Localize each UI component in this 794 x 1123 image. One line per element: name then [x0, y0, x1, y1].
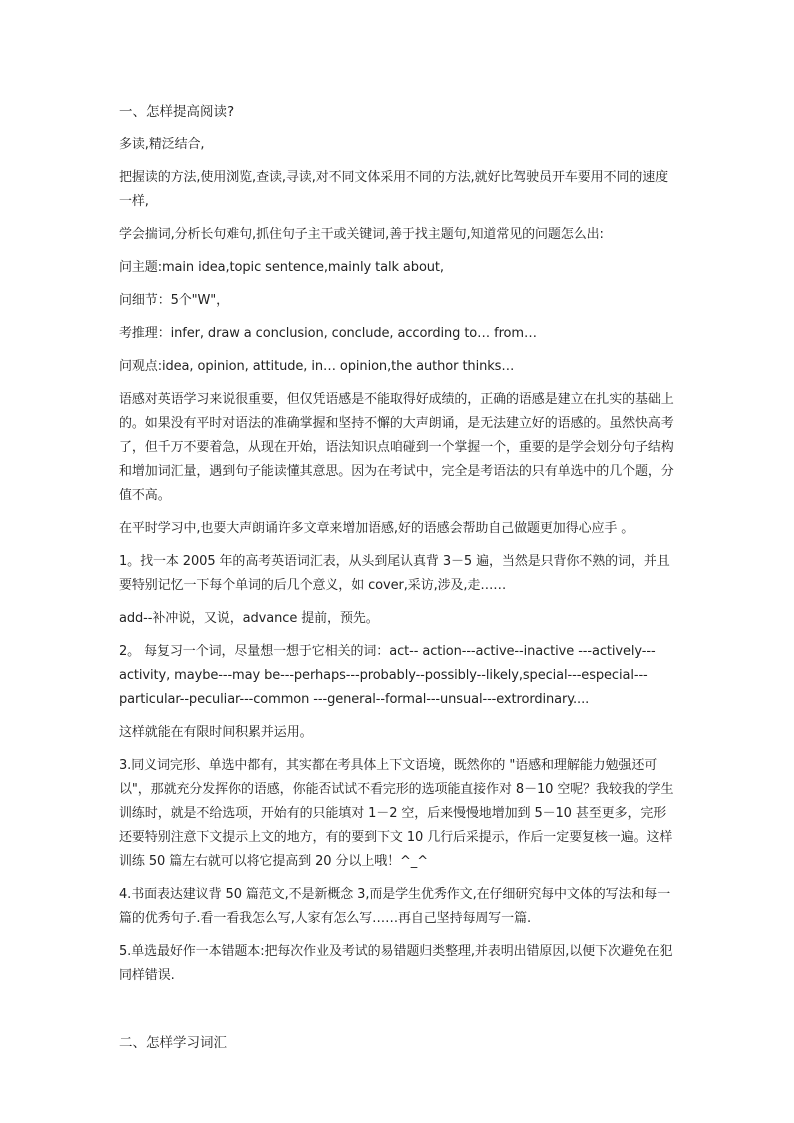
- paragraph: 问观点:idea, opinion, attitude, in… opinion,the author thinks…: [119, 359, 515, 374]
- paragraph: 1。找一本 2005 年的高考英语词汇表，从头到尾认真背 3－5 遍，当然是只背你不熟的词，并且要特别记忆一下每个单词的后几个意义，如 cover,采访,涉及,走……: [119, 554, 670, 593]
- paragraph: 学会揣词,分析长句难句,抓住句子主干或关键词,善于找主题句,知道常见的问题怎么出:: [119, 227, 604, 242]
- paragraph: 多读,精泛结合,: [119, 137, 205, 152]
- paragraph: 2。 每复习一个词，尽量想一想于它相关的词：act-- action---active--inactive ---actively---activity, maybe---may be---perhaps---probably--possibly--likely,special---especial---particular--peculiar---common ---general--formal---unsual---extrordinary....: [119, 644, 656, 707]
- paragraph: 5.单选最好作一本错题本:把每次作业及考试的易错题归类整理,并表明出错原因,以便下次避免在犯同样错误.: [119, 944, 673, 983]
- paragraph: 在平时学习中,也要大声朗诵许多文章来增加语感,好的语感会帮助自己做题更加得心应手 。: [119, 521, 635, 536]
- paragraph: 问细节：5个"W"，: [119, 293, 230, 308]
- paragraph: 这样就能在有限时间积累并运用。: [119, 725, 313, 740]
- paragraph: 问主题:main idea,topic sentence,mainly talk about,: [119, 260, 444, 275]
- paragraph: 语感对英语学习来说很重要，但仅凭语感是不能取得好成绩的，正确的语感是建立在扎实的基础上的。如果没有平时对语法的准确掌握和坚持不懈的大声朗诵，是无法建立好的语感的。虽然快高考了，但千万不要着急，从现在开始，语法知识点咱碰到一个掌握一个，重要的是学会划分句子结构和增加词汇量，遇到句子能读懂其意思。因为在考试中，完全是考语法的只有单选中的几个题，分值不高。: [119, 392, 674, 503]
- paragraph: 3.同义词完形、单选中都有，其实都在考具体上下文语境，既然你的 "语感和理解能力勉强还可以"，那就充分发挥你的语感，你能否试试不看完形的选项能直接作对 8－10 空呢？我较我的学生训练时，就是不给选项，开始有的只能填对 1－2 空，后来慢慢地增加到 5－10 甚至更多，完形还要特别注意下文提示上文的地方，有的要到下文 10 几行后采提示，作后一定要复核一遍。这样训练 50 篇左右就可以将它提高到 20 分以上哦！^_^: [119, 758, 674, 869]
- section-heading-reading: 一、怎样提高阅读?: [119, 104, 235, 120]
- paragraph: 把握读的方法,使用浏览,查读,寻读,对不同文体采用不同的方法,就好比驾驶员开车要用不同的速度一样,: [119, 170, 669, 209]
- section-heading-vocabulary: 二、怎样学习词汇: [119, 1035, 227, 1051]
- section-spacer: [119, 997, 678, 1031]
- paragraph: 4.书面表达建议背 50 篇范文,不是新概念 3,而是学生优秀作文,在仔细研究每中文体的写法和每一篇的优秀句子.看一看我怎么写,人家有怎么写……再自己坚持每周写一篇.: [119, 887, 671, 926]
- paragraph: add--补冲说，又说，advance 提前，预先。: [119, 611, 379, 626]
- paragraph: 考推理：infer, draw a conclusion, conclude, according to… from…: [119, 326, 537, 341]
